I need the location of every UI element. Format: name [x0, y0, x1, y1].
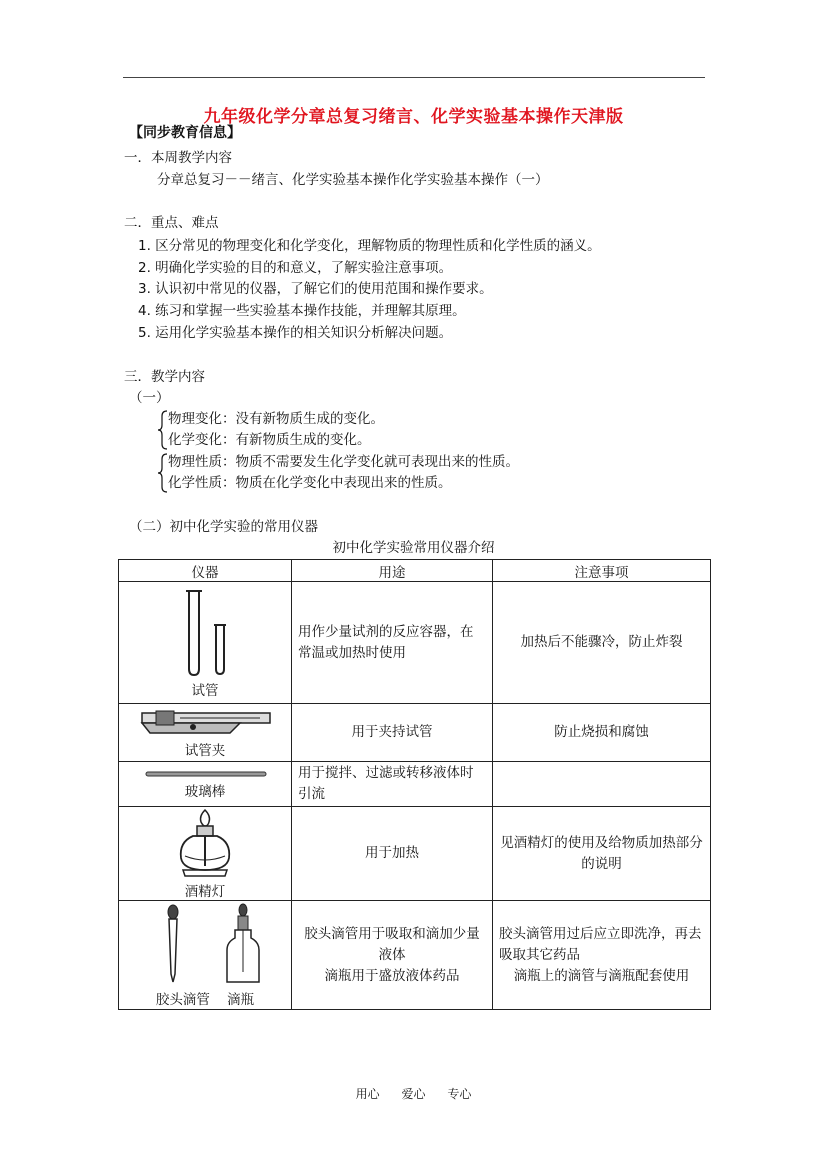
def-physical-change: 物理变化：没有新物质生成的变化。 — [168, 411, 384, 427]
header-notes: 注意事项 — [493, 560, 711, 582]
s2-item-3: 3. 认识初中常见的仪器，了解它们的使用范围和操作要求。 — [138, 281, 493, 297]
footer-word-1: 用心 — [355, 1087, 380, 1101]
instrument-cell — [119, 901, 292, 1010]
def-physical-property: 物理性质：物质不需要发生化学变化就可表现出来的性质。 — [168, 454, 519, 470]
s2-item-1: 1. 区分常见的物理变化和化学变化，理解物质的物理性质和化学性质的涵义。 — [138, 238, 601, 254]
def-chemical-change: 化学变化：有新物质生成的变化。 — [168, 432, 371, 448]
test-tube-icon — [165, 587, 245, 679]
use-cell: 用作少量试剂的反应容器，在常温或加热时使用 — [292, 582, 493, 704]
instrument-name: 玻璃棒 — [184, 784, 226, 800]
note-line-2: 滴瓶上的滴管与滴瓶配套使用 — [513, 967, 690, 984]
footer — [0, 1085, 827, 1102]
instrument-name: 试管夹 — [184, 742, 226, 759]
use-cell: 用于搅拌、过滤或转移液体时引流 — [292, 762, 493, 807]
instrument-name: 酒精灯 — [184, 883, 226, 900]
s2-item-4: 4. 练习和掌握一些实验基本操作技能，并理解其原理。 — [138, 303, 466, 319]
header-rule — [123, 77, 705, 78]
footer-word-3: 专心 — [447, 1087, 472, 1101]
s3-sub2: （二）初中化学实验的常用仪器 — [129, 519, 318, 535]
instrument-table — [118, 559, 711, 1010]
header-instrument: 仪器 — [119, 560, 292, 582]
instrument-cell — [119, 704, 292, 762]
s3-sub1: （一） — [129, 390, 170, 406]
table-header-row — [119, 560, 711, 582]
s2-heading: 二．重点、难点 — [124, 215, 219, 231]
instrument-cell — [119, 807, 292, 901]
dropper-and-bottle-icon — [135, 902, 275, 988]
s1-heading: 一．本周教学内容 — [124, 150, 232, 166]
note-cell — [493, 762, 711, 807]
instrument-name: 试管 — [191, 682, 219, 699]
note-cell: 防止烧损和腐蚀 — [493, 704, 711, 762]
instrument-cell — [119, 762, 292, 807]
section-header: 【同步教育信息】 — [129, 125, 241, 141]
note-line-1: 胶头滴管用过后应立即洗净，再去吸取其它药品 — [499, 925, 702, 963]
document-title: 九年级化学分章总复习绪言、化学实验基本操作天津版 — [203, 107, 624, 127]
table-row — [119, 704, 711, 762]
table-row — [119, 762, 711, 807]
test-tube-clamp-icon — [120, 707, 290, 739]
use-cell — [292, 901, 493, 1010]
table-row — [119, 582, 711, 704]
s3-heading: 三．教学内容 — [124, 369, 205, 385]
table-row — [119, 901, 711, 1010]
instrument-cell — [119, 582, 292, 704]
note-cell — [493, 901, 711, 1010]
header-use: 用途 — [292, 560, 493, 582]
note-cell: 加热后不能骤冷，防止炸裂 — [493, 582, 711, 704]
alcohol-lamp-icon — [165, 808, 245, 880]
use-line-1: 胶头滴管用于吸取和滴加少量液体 — [304, 925, 480, 963]
use-cell: 用于加热 — [292, 807, 493, 901]
def-chemical-property: 化学性质：物质在化学变化中表现出来的性质。 — [168, 475, 452, 491]
glass-rod-icon — [130, 768, 280, 780]
instrument-name: 胶头滴管 滴瓶 — [155, 992, 255, 1008]
footer-word-2: 爱心 — [401, 1087, 426, 1101]
s2-item-2: 2. 明确化学实验的目的和意义，了解实验注意事项。 — [138, 260, 453, 276]
use-cell: 用于夹持试管 — [292, 704, 493, 762]
table-caption: 初中化学实验常用仪器介绍 — [332, 540, 495, 556]
use-line-2: 滴瓶用于盛放液体药品 — [324, 967, 460, 984]
note-cell: 见酒精灯的使用及给物质加热部分的说明 — [493, 807, 711, 901]
table-row — [119, 807, 711, 901]
s2-item-5: 5. 运用化学实验基本操作的相关知识分析解决问题。 — [138, 325, 453, 341]
s1-text: 分章总复习－－绪言、化学实验基本操作化学实验基本操作（一） — [157, 172, 549, 188]
